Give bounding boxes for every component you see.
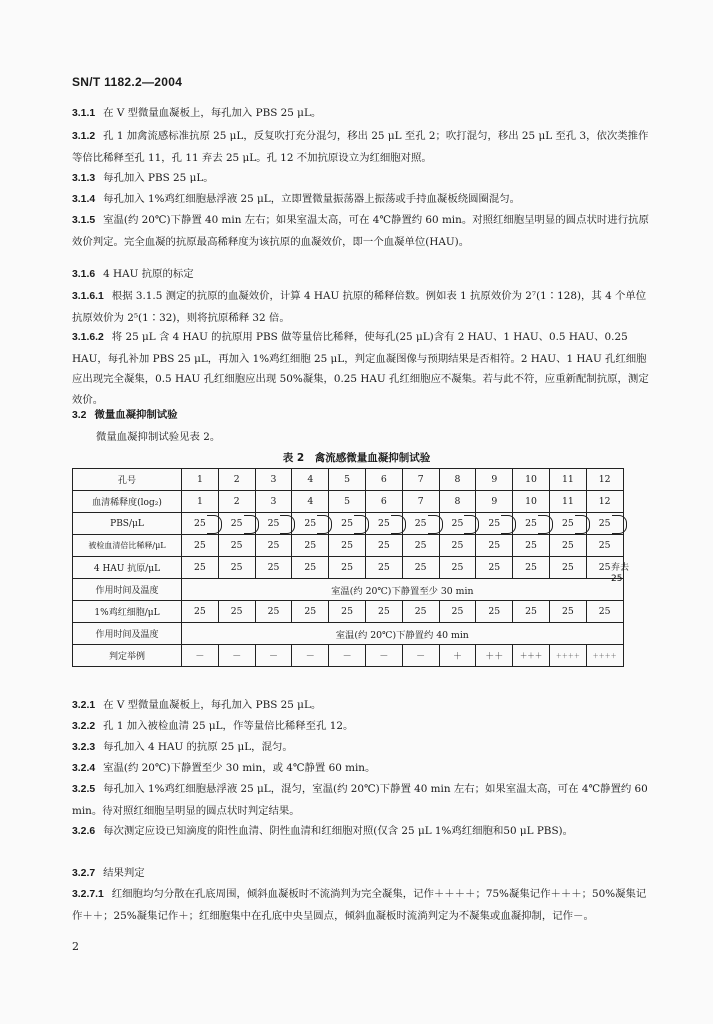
para-3-2-5 [72,779,656,821]
row-label: PBS/μL [73,513,182,535]
cell-value: 25 [488,518,501,529]
table-cell: 25 [329,557,366,579]
table-cell: 25 [586,535,623,557]
table-cell: 25 [402,557,439,579]
table-cell: 11 [549,491,586,513]
clause-number: 3.2.2 [72,721,96,732]
table-cell: ＋＋ [476,645,513,667]
para-3-2-6 [72,821,656,843]
clause-number: 3.1.6 [72,269,96,280]
cell-value: 25 [525,518,537,529]
table-cell: 25 [402,535,439,557]
table-cell: 3 [255,491,292,513]
table-cell [439,513,476,535]
table-cell: － [365,645,402,667]
table-cell: － [255,645,292,667]
discard-note: 弃去 25 [611,563,630,584]
table-cell: 25 [476,535,513,557]
clause-text: 在 V 型微量血凝板上，每孔加入 PBS 25 μL。 [103,699,322,711]
clause-number: 3.1.4 [72,194,96,205]
table-cell: 室温(约 20℃)下静置约 40 min [182,623,624,645]
para-3-2-7-1 [72,884,656,926]
table-cell: 25 [439,601,476,623]
table-cell: 2 [218,491,255,513]
table-cell: 9 [476,469,513,491]
clause-number: 3.1.5 [72,215,96,226]
table-cell: 5 [329,469,366,491]
table-cell: 25 [586,601,623,623]
cell-value: 25 [377,518,390,529]
table-cell: 2 [218,469,255,491]
clause-number: 3.1.2 [72,131,96,142]
para-3-1-6 [72,264,656,286]
table-cell: 7 [402,469,439,491]
table-cell: － [182,645,219,667]
para-3-2-3 [72,737,656,759]
table-row-rbc [73,601,624,623]
table-cell: 1 [182,491,219,513]
cell-value: 25 [230,518,243,529]
para-3-2-7 [72,863,656,885]
table-cell [292,513,329,535]
table-cell: 25 [513,535,550,557]
table-cell: 4 [292,491,329,513]
table-cell: 25 [402,601,439,623]
table-cell: 25 [549,601,586,623]
section-3-2-intro: 微量血凝抑制试验见表 2。 [96,431,221,443]
row-label: 1%鸡红细胞/μL [73,601,182,623]
table-cell: 12 [586,491,623,513]
cell-value: 25 [341,518,353,529]
table-cell: 9 [476,491,513,513]
clause-number: 3.1.3 [72,173,96,184]
table-cell [182,513,219,535]
row-label: 作用时间及温度 [73,579,182,601]
cell-value: 25 [561,518,574,529]
table-cell: 25 [255,535,292,557]
table-cell: 25 [218,535,255,557]
para-3-2-2 [72,716,656,738]
table-row-incubation-2 [73,623,624,645]
clause-text: 每孔加入 1%鸡红细胞悬浮液 25 μL，混匀，室温(约 20℃)下静置 40 min 左右；如果室温太高，可在 4℃静置约 60 min。待对照红细胞呈明显的圆点状时判定结果。 [72,783,648,817]
table-cell: 25 [365,601,402,623]
table-cell: 25 [255,557,292,579]
clause-text: 4 HAU 抗原的标定 [103,268,194,280]
table-cell: 6 [365,491,402,513]
para-3-1-6-1 [72,286,656,328]
row-label: 作用时间及温度 [73,623,182,645]
table-cell: 6 [365,469,402,491]
table-cell: 8 [439,491,476,513]
table-cell: － [292,645,329,667]
clause-text: 孔 1 加入被检血清 25 μL，作等量倍比稀释至孔 12。 [103,720,354,732]
clause-text: 红细胞均匀分散在孔底周围，倾斜血凝板时不流淌判为完全凝集，记作＋＋＋＋；75%凝集记作＋＋＋；50%凝集记作＋＋；25%凝集记作＋；红细胞集中在孔底中央呈圆点，倾斜血凝板时流淌判定为不凝集或血凝抑制，记作－。 [72,888,647,922]
row-label: 4 HAU 抗原/μL [73,557,182,579]
cell-value: 25 [414,518,427,529]
clause-text: 结果判定 [103,867,145,879]
table-cell: 10 [513,469,550,491]
clause-text: 室温(约 20℃)下静置至少 30 min，或 4℃静置 60 min。 [103,762,376,774]
clause-text: 在 V 型微量血凝板上，每孔加入 PBS 25 μL。 [103,107,322,119]
table-cell: 25 [292,535,329,557]
table-cell [402,513,439,535]
table-cell: 10 [513,491,550,513]
para-3-2-4 [72,758,656,780]
table-cell: 25 [476,601,513,623]
clause-text: 将 25 μL 含 4 HAU 的抗原用 PBS 做等量倍比稀释，使每孔(25 μL)含有 2 HAU、1 HAU、0.5 HAU、0.25 HAU，每孔补加 PBS 25 μL，再加入 1%鸡红细胞 25 μL，判定血凝图像与预期结果是否相符。2 HAU、1 HAU 孔红细胞应出现完全凝集，0.5 HAU 孔红细胞应出现 50%凝集，0.25 HAU 孔红细胞应不凝集。若与此不符，应重新配制抗原，测定效价。 [72,331,649,406]
table-cell [513,513,550,535]
table-cell: 25 [476,557,513,579]
table-cell: 8 [439,469,476,491]
para-3-1-1 [72,103,656,125]
clause-text: 室温(约 20℃)下静置 40 min 左右；如果室温太高，可在 4℃静置约 60 min。对照红细胞呈明显的圆点状时进行抗原效价判定。完全血凝的抗原最高稀释度为该抗原的血凝效价，即一个血凝单位(HAU)。 [72,214,649,248]
table-row-pbs [73,513,624,535]
document-header: SN/T 1182.2—2004 [72,75,183,89]
table-cell: ＋ [439,645,476,667]
clause-number: 3.2.7.1 [72,889,104,900]
table-cell: 室温(约 20℃)下静置至少 30 min [182,579,624,601]
section-number: 3.2 [72,410,87,421]
clause-number: 3.1.1 [72,108,96,119]
row-label: 孔号 [73,469,182,491]
table-cell: 25 [365,535,402,557]
section-3-2 [72,405,656,427]
cell-value: 25 [304,518,317,529]
cell-value: 25 [193,518,206,529]
table-cell: ＋＋＋＋ [549,645,586,667]
table-cell [218,513,255,535]
table-cell: 11 [549,469,586,491]
table-cell: 25 [329,535,366,557]
para-3-1-4 [72,189,656,211]
table-cell: － [218,645,255,667]
table-row-serum [73,535,624,557]
clause-text: 每孔加入 4 HAU 的抗原 25 μL，混匀。 [103,741,293,753]
table-cell: 25 [255,601,292,623]
table-row-well [73,469,624,491]
clause-number: 3.2.4 [72,763,96,774]
table-cell: 12 [586,469,623,491]
row-label: 被检血清倍比稀释/μL [73,535,182,557]
table-caption: 表 2 禽流感微量血凝抑制试验 [282,452,431,464]
table-cell [255,513,292,535]
clause-number: 3.1.6.1 [72,291,104,302]
table-cell [549,513,586,535]
page-number: 2 [72,940,79,953]
table-cell [476,513,513,535]
clause-text: 每孔加入 PBS 25 μL。 [103,172,214,184]
table-cell: 4 [292,469,329,491]
table-cell: ＋＋＋＋ [586,645,623,667]
table-cell: 25 [439,557,476,579]
table-row-result [73,645,624,667]
clause-text: 根据 3.1.5 测定的抗原的血凝效价，计算 4 HAU 抗原的稀释倍数。例如表 1 抗原效价为 2⁷(1∶128)，其 4 个单位抗原效价为 2⁵(1∶32)，则将抗原稀释 32 倍。 [72,290,647,324]
clause-number: 3.2.7 [72,868,96,879]
table-cell: － [329,645,366,667]
para-3-1-5 [72,210,656,252]
row-label: 血清稀释度(log₂) [73,491,182,513]
table-cell: 25 [365,557,402,579]
cell-value: 25 [451,518,464,529]
table-cell: 25 [292,601,329,623]
table-row-incubation-1 [73,579,624,601]
clause-text: 每孔加入 1%鸡红细胞悬浮液 25 μL，立即置微量振荡器上振荡或手持血凝板绕圆圈混匀。 [103,193,521,205]
clause-text: 每次测定应设已知滴度的阳性血清、阴性血清和红细胞对照(仅含 25 μL 1%鸡红细胞和50 μL PBS)。 [103,825,574,837]
table-cell: 7 [402,491,439,513]
clause-number: 3.2.1 [72,700,96,711]
clause-number: 3.2.3 [72,742,96,753]
table-cell: 25 [329,601,366,623]
cell-value: 25 [267,518,280,529]
table-cell [365,513,402,535]
cell-value: 25 [598,518,611,529]
clause-text: 孔 1 加禽流感标准抗原 25 μL，反复吹打充分混匀，移出 25 μL 至孔 2；吹打混匀，移出 25 μL 至孔 3，依次类推作等倍比稀释至孔 11，孔 11 弃去 25 μL。孔 12 不加抗原设立为红细胞对照。 [72,130,649,164]
table-row-antigen [73,557,624,579]
table-cell: 1 [182,469,219,491]
table-cell: 5 [329,491,366,513]
clause-number: 3.2.6 [72,826,96,837]
table-cell [329,513,366,535]
table-cell: 25 [586,557,623,579]
table-cell: 25 [292,557,329,579]
para-3-1-2 [72,126,656,168]
para-3-1-6-2 [72,327,656,410]
table-cell: 25 [549,535,586,557]
para-3-2-1 [72,695,656,717]
clause-number: 3.1.6.2 [72,332,104,343]
table-cell: － [402,645,439,667]
table-cell: 25 [439,535,476,557]
table-row-titer [73,491,624,513]
table-cell: 25 [218,557,255,579]
hi-test-table [72,468,624,667]
table-cell: 25 [182,535,219,557]
table-cell: 25 [182,601,219,623]
table-cell: 25 [549,557,586,579]
clause-number: 3.2.5 [72,784,96,795]
row-label: 判定举例 [73,645,182,667]
table-cell: 25 [218,601,255,623]
table-cell [586,513,623,535]
table-cell: 25 [513,601,550,623]
table-cell: 25 [182,557,219,579]
transfer-arrow-icon [612,515,627,534]
table-cell: ＋＋＋ [513,645,550,667]
para-3-1-3 [72,168,656,190]
table-cell: 25 [513,557,550,579]
section-title: 微量血凝抑制试验 [94,409,178,421]
table-cell: 3 [255,469,292,491]
